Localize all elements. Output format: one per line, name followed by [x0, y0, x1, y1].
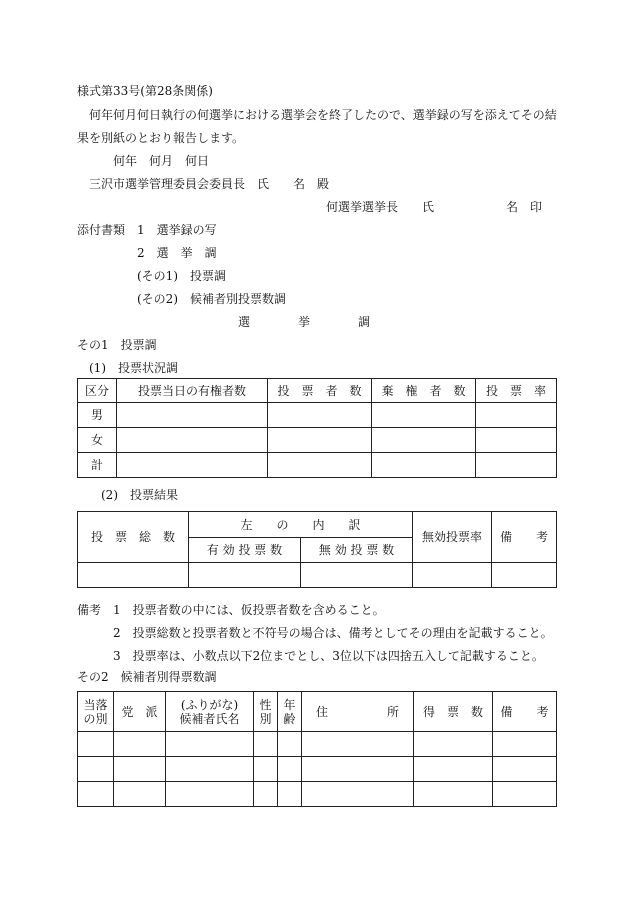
header-invalid-rate: 無効投票率 [413, 512, 492, 563]
cell-empty [414, 732, 493, 757]
header-category: 区分 [78, 379, 117, 403]
header-registered-voters: 投票当日の有権者数 [117, 379, 268, 403]
header-result-line1: 当落 [83, 697, 108, 712]
cell-empty [117, 403, 268, 428]
note-3: 3 投票率は、小数点以下2位までとし、3位以下は四捨五入して記載すること。 [113, 649, 544, 663]
header-gender-line1: 性 [259, 697, 272, 712]
cell-empty [302, 782, 414, 807]
cell-empty [301, 563, 413, 588]
header-candidate-name [166, 692, 254, 732]
form-number: 様式第33号(第28条関係) [77, 84, 213, 98]
attachment-item-2a: (その1) 投票調 [137, 269, 226, 283]
main-title: 選 挙 調 [238, 315, 371, 329]
cell-empty [493, 782, 557, 807]
header-breakdown: 左 の 内 訳 [189, 512, 413, 538]
cell-empty [476, 403, 557, 428]
cell-empty [254, 732, 278, 757]
intro-line-1: 何年何月何日執行の何選挙における選挙会を終了したので、選挙録の写を添えてその結 [89, 108, 557, 122]
header-age-line2: 齢 [283, 711, 296, 726]
cell-empty [117, 428, 268, 453]
cell-empty [166, 732, 254, 757]
table-row [78, 732, 557, 757]
header-name: 候補者氏名 [179, 711, 240, 726]
header-age [278, 692, 302, 732]
cell-empty [114, 732, 166, 757]
attachment-item-2b: (その2) 候補者別投票数調 [137, 292, 286, 306]
cell-empty [476, 453, 557, 478]
header-abstainers: 棄 権 者 数 [372, 379, 476, 403]
attachments-label: 添付書類 [77, 223, 126, 237]
header-gender-line2: 別 [259, 711, 272, 726]
header-furigana: (ふりがな) [180, 697, 239, 712]
cell-empty [114, 782, 166, 807]
cell-empty [78, 757, 114, 782]
row-label-male: 男 [78, 403, 117, 428]
notes-label: 備考 [77, 603, 102, 617]
header-address-second: 所 [386, 704, 399, 719]
cell-empty [189, 563, 301, 588]
header-gender [254, 692, 278, 732]
header-age-line1: 年 [283, 697, 296, 712]
date-line: 何年 何月 何日 [113, 154, 210, 168]
cell-empty [492, 563, 557, 588]
section1-title: (1) 投票状況調 [89, 361, 178, 375]
header-total-votes: 投 票 総 数 [78, 512, 189, 563]
cell-empty [166, 782, 254, 807]
cell-empty [278, 757, 302, 782]
table-row [78, 453, 557, 478]
table-row [78, 563, 557, 588]
header-remarks: 備 考 [493, 692, 557, 732]
header-result-line2: の別 [83, 711, 108, 726]
intro-line-2: 果を別紙のとおり報告します。 [77, 131, 245, 145]
table-row [78, 757, 557, 782]
part1-title: その1 投票調 [77, 338, 157, 352]
cell-empty [268, 453, 372, 478]
header-votes-received: 得 票 数 [414, 692, 493, 732]
cell-empty [414, 757, 493, 782]
cell-empty [278, 782, 302, 807]
header-voters: 投 票 者 数 [268, 379, 372, 403]
header-result [78, 692, 114, 732]
header-turnout: 投 票 率 [476, 379, 557, 403]
cell-empty [476, 428, 557, 453]
cell-empty [493, 732, 557, 757]
cell-empty [268, 428, 372, 453]
cell-empty [414, 782, 493, 807]
attachment-item-1: 1 選挙録の写 [137, 223, 217, 237]
header-address-first: 住 [316, 704, 329, 719]
row-label-female: 女 [78, 428, 117, 453]
cell-empty [302, 757, 414, 782]
header-remarks: 備 考 [492, 512, 557, 563]
section2-title: (2) 投票結果 [101, 488, 178, 502]
cell-empty [268, 403, 372, 428]
cell-empty [114, 757, 166, 782]
cell-empty [78, 782, 114, 807]
cell-empty [302, 732, 414, 757]
cell-empty [78, 732, 114, 757]
cell-empty [166, 757, 254, 782]
cell-empty [117, 453, 268, 478]
cell-empty [78, 563, 189, 588]
header-invalid-votes: 無 効 投 票 数 [301, 538, 413, 563]
part2-title: その2 候補者別得票数調 [77, 670, 217, 684]
table-row [78, 403, 557, 428]
voting-result-table [77, 511, 557, 588]
note-2: 2 投票総数と投票者数と不符号の場合は、備考としてその理由を記載すること。 [113, 626, 553, 640]
voting-status-table [77, 378, 557, 478]
header-address [302, 692, 414, 732]
cell-empty [254, 782, 278, 807]
cell-empty [372, 403, 476, 428]
cell-empty [254, 757, 278, 782]
attachment-item-2: 2 選 挙 調 [137, 246, 217, 260]
note-1: 1 投票者数の中には、仮投票者数を含めること。 [113, 603, 385, 617]
cell-empty [278, 732, 302, 757]
cell-empty [413, 563, 492, 588]
candidate-votes-table [77, 691, 557, 807]
addressee: 三沢市選挙管理委員会委員長 氏 名 殿 [89, 177, 330, 191]
header-party: 党 派 [114, 692, 166, 732]
header-valid-votes: 有 効 投 票 数 [189, 538, 301, 563]
cell-empty [493, 757, 557, 782]
cell-empty [372, 453, 476, 478]
table-row [78, 428, 557, 453]
cell-empty [372, 428, 476, 453]
sender: 何選挙選挙長 氏 名 印 [326, 200, 543, 214]
table-row [78, 782, 557, 807]
row-label-total: 計 [78, 453, 117, 478]
